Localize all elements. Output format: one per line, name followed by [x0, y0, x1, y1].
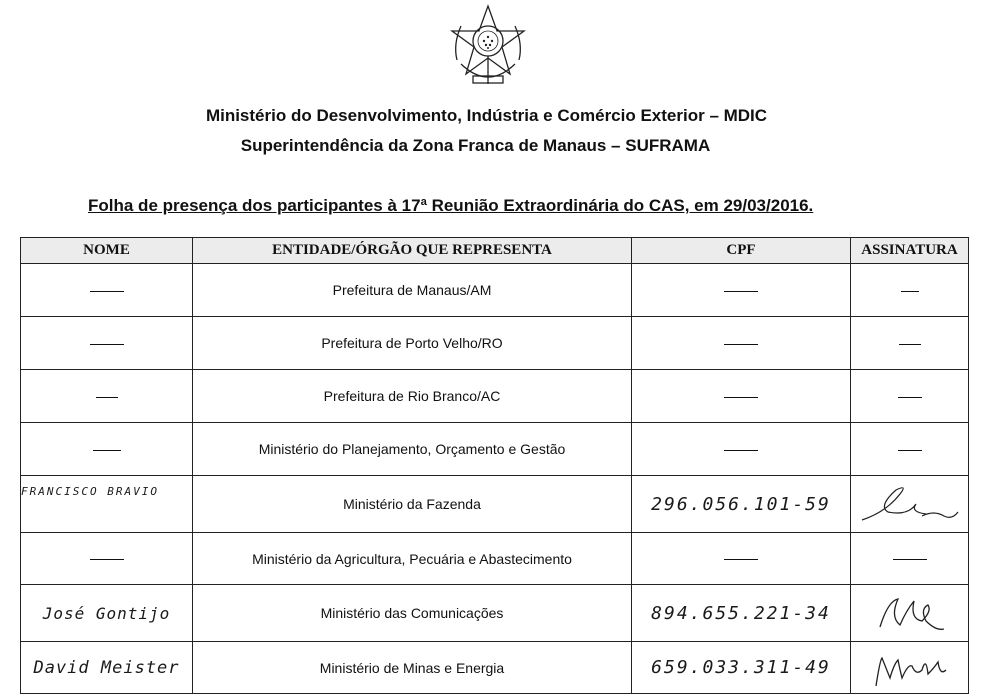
entidade-cell: Ministério das Comunicações	[193, 585, 632, 642]
ministry-heading: Ministério do Desenvolvimento, Indústria e Comércio Exterior – MDIC	[205, 106, 768, 125]
handwritten-signature	[856, 482, 964, 526]
brazil-coat-of-arms-icon	[447, 4, 529, 90]
entidade-cell: Prefeitura de Porto Velho/RO	[193, 317, 632, 370]
entidade-cell: Ministério do Planejamento, Orçamento e Gestão	[193, 423, 632, 476]
entidade-cell: Ministério da Agricultura, Pecuária e Abastecimento	[193, 533, 632, 585]
table-row	[21, 642, 969, 694]
attendance-table	[20, 237, 969, 694]
blank-dash	[93, 450, 121, 451]
col-nome: NOME	[21, 238, 193, 264]
handwritten-cpf: 296.056.101-59	[651, 493, 831, 515]
col-cpf: CPF	[632, 238, 851, 264]
table-row	[21, 476, 969, 533]
table-row	[21, 317, 969, 370]
entidade-cell: Prefeitura de Rio Branco/AC	[193, 370, 632, 423]
handwritten-name: José Gontijo	[42, 603, 171, 623]
handwritten-cpf: 894.655.221-34	[651, 602, 831, 624]
entidade-cell: Ministério de Minas e Energia	[193, 642, 632, 694]
blank-dash	[898, 397, 922, 398]
blank-dash	[724, 559, 758, 560]
superintendency-heading: Superintendência da Zona Franca de Manaus – SUFRAMA	[240, 136, 711, 155]
blank-dash	[899, 344, 921, 345]
entidade-cell: Ministério da Fazenda	[193, 476, 632, 533]
table-row	[21, 423, 969, 476]
blank-dash	[90, 559, 124, 560]
handwritten-name: David Meister	[33, 657, 180, 678]
blank-dash	[96, 397, 118, 398]
blank-dash	[724, 344, 758, 345]
handwritten-signature	[868, 646, 952, 690]
blank-dash	[724, 291, 758, 292]
table-row	[21, 585, 969, 642]
blank-dash	[898, 450, 922, 451]
blank-dash	[90, 344, 124, 345]
table-row	[21, 533, 969, 585]
document-title: Folha de presença dos participantes à 17ª Reunião Extraordinária do CAS, em 29/03/2016.	[88, 196, 814, 215]
table-header-row	[21, 238, 969, 264]
blank-dash	[724, 450, 758, 451]
col-assinatura: ASSINATURA	[851, 238, 969, 264]
table-row	[21, 264, 969, 317]
blank-dash	[90, 291, 124, 292]
blank-dash	[901, 291, 919, 292]
table-row	[21, 370, 969, 423]
handwritten-signature	[870, 591, 950, 635]
handwritten-cpf: 659.033.311-49	[651, 657, 831, 678]
entidade-cell: Prefeitura de Manaus/AM	[193, 264, 632, 317]
handwritten-name: FRANCISCO BRAVIO	[21, 485, 159, 498]
blank-dash	[893, 559, 927, 560]
blank-dash	[724, 397, 758, 398]
col-entidade: ENTIDADE/ÓRGÃO QUE REPRESENTA	[193, 238, 632, 264]
